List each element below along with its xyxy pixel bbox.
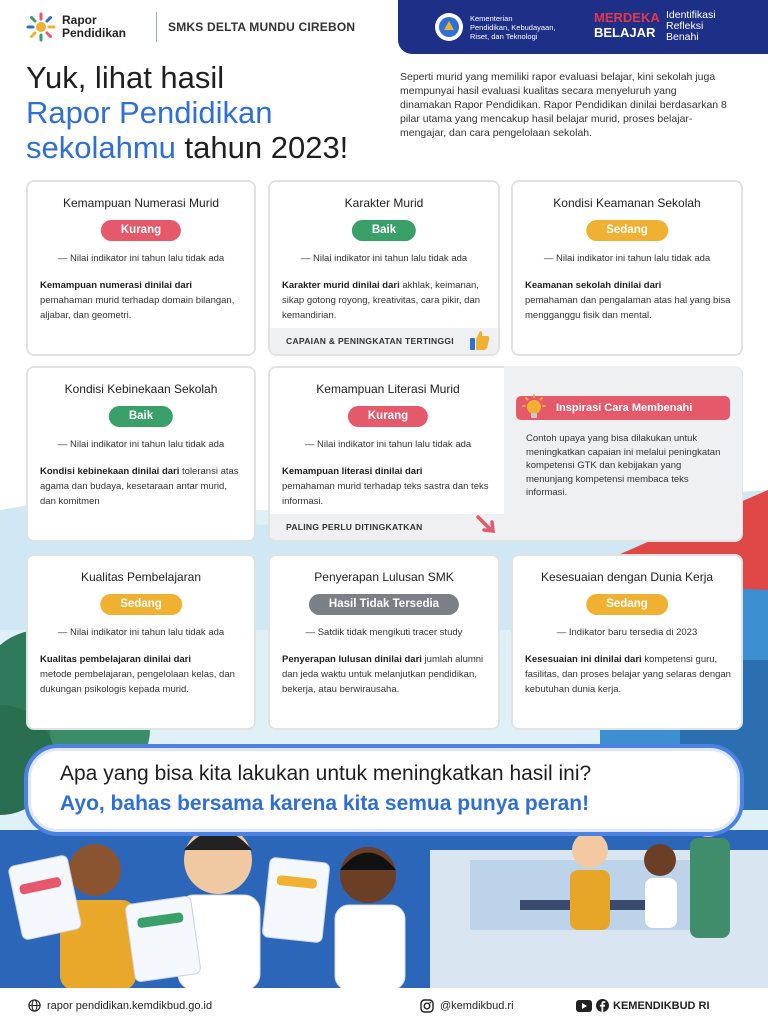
merdeka-belajar-logo: [594, 10, 660, 40]
card-title: Kondisi Keamanan Sekolah: [553, 196, 701, 210]
merdeka-line-1: MERDEKA: [594, 10, 660, 25]
card-note: — Nilai indikator ini tahun lalu tidak ada: [304, 439, 472, 450]
card-title: Kesesuaian dengan Dunia Kerja: [540, 570, 714, 584]
card-note: — Nilai indikator ini tahun lalu tidak ada: [57, 439, 225, 450]
youtube-icon: [576, 1000, 592, 1012]
question-banner: [28, 748, 740, 832]
down-arrow-icon: [476, 514, 500, 536]
ministry-line-3: Riset, dan Teknologi: [470, 31, 538, 41]
page-title: [26, 60, 386, 165]
title-line-3-rest: tahun 2023!: [175, 130, 349, 165]
lightbulb-icon: [520, 394, 548, 422]
banner-question: Apa yang bisa kita lakukan untuk meningkatkan hasil ini?: [60, 762, 592, 785]
desc-rest: akhlak, keimanan, sikap gotong royong, kreativitas, cara pikir, dan kemandirian.: [282, 280, 481, 321]
card-title: Penyerapan Lulusan SMK: [314, 570, 454, 584]
inspirasi-panel: [504, 366, 742, 540]
desc-bold: Kesesuaian ini dinilai dari: [525, 654, 642, 665]
desc-bold: Kondisi kebinekaan dinilai dari: [40, 466, 180, 477]
card-description: [525, 278, 731, 323]
instagram-text[interactable]: @kemdikbud.ri: [440, 1000, 514, 1012]
footer-social[interactable]: [576, 999, 710, 1012]
logo-line-1: Rapor: [62, 13, 97, 27]
desc-rest: jumlah alumni dan jeda waktu untuk melanjutkan pendidikan, bekerja, atau berwirausaha.: [282, 654, 484, 695]
card-tag: PALING PERLU DITINGKATKAN: [270, 514, 506, 540]
desc-rest: metode pembelajaran, pengelolaan kelas, dan dukungan psikologis kepada murid.: [40, 669, 235, 695]
desc-rest: pemahaman murid terhadap domain bilangan, aljabar, dan geometri.: [40, 295, 235, 321]
ifr-line-3: Benahi: [666, 31, 699, 43]
desc-rest: toleransi atas agama dan budaya, kesetaraan antar murid, dan komitmen: [40, 466, 239, 507]
social-text[interactable]: KEMENDIKBUD RI: [613, 999, 710, 1012]
ministry-logo: [434, 12, 608, 42]
card-title: Karakter Murid: [344, 196, 424, 210]
card-description: [282, 652, 488, 697]
status-badge: Kurang: [101, 220, 181, 241]
instagram-icon: [420, 999, 434, 1013]
status-badge: Baik: [352, 220, 416, 241]
status-badge: Kurang: [348, 406, 428, 427]
card-title: Kemampuan Numerasi Murid: [62, 196, 220, 210]
ministry-line-1: Kementerian: [470, 13, 513, 23]
card-note: — Indikator baru tersedia di 2023: [556, 627, 698, 638]
intro-paragraph: Seperti murid yang memiliki rapor evaluasi belajar, kini sekolah juga mempunyai hasil evaluasi kualitas secara menyeluruh yang dinamakan Rapor Pendidikan. Rapor Pendidikan dinilai berdasarkan 8 pilar utama yang mencakup hasil belajar murid, proses belajar-mengajar, dan cara pengelolaan sekolah.: [400, 71, 727, 139]
card-description: [40, 652, 244, 697]
card-title: Kemampuan Literasi Murid: [316, 382, 460, 396]
card-note: — Nilai indikator ini tahun lalu tidak ada: [57, 627, 225, 638]
card-description: [282, 278, 488, 323]
card-pembelajaran: [26, 554, 256, 730]
card-tag: CAPAIAN & PENINGKATAN TERTINGGI: [270, 328, 498, 354]
desc-rest: kompetensi guru, fasilitas, dan proses belajar yang selaras dengan kebutuhan dunia kerja.: [525, 654, 731, 695]
title-line-2: Rapor Pendidikan: [26, 95, 273, 130]
logo-line-2: Pendidikan: [62, 26, 127, 40]
desc-bold: Kemampuan numerasi dinilai dari: [40, 280, 193, 291]
desc-rest: pemahaman dan pengalaman atas hal yang bisa mengganggu fisik dan mental.: [525, 295, 731, 321]
footer-website[interactable]: [28, 999, 212, 1012]
desc-bold: Kualitas pembelajaran dinilai dari: [40, 654, 191, 665]
card-description: [40, 464, 244, 509]
title-line-3-blue: sekolahmu: [26, 130, 176, 165]
card-description: [40, 278, 244, 323]
merdeka-line-2: BELAJAR: [594, 25, 656, 40]
literasi-main: [270, 368, 506, 540]
card-note: — Satdik tidak mengikuti tracer study: [305, 627, 463, 638]
website-text[interactable]: rapor pendidikan.kemdikbud.go.id: [47, 999, 213, 1012]
banner-answer: Ayo, bahas bersama karena kita semua punya peran!: [60, 792, 590, 815]
ifr-line-2: Refleksi: [666, 20, 704, 32]
school-name: SMKS DELTA MUNDU CIREBON: [168, 20, 356, 34]
inspirasi-text: Contoh upaya yang bisa dilakukan untuk meningkatkan capaian ini melalui peningkatan kompetensi GTK dan kebijakan yang menunjang kompetensi membaca teks informasi.: [526, 433, 721, 498]
status-badge: Sedang: [100, 594, 182, 615]
card-karakter: [268, 180, 500, 356]
status-badge: Sedang: [586, 220, 668, 241]
globe-icon: [28, 999, 41, 1012]
card-note: — Nilai indikator ini tahun lalu tidak ada: [543, 253, 711, 264]
desc-bold: Kemampuan literasi dinilai dari: [282, 466, 423, 477]
title-line-1: Yuk, lihat hasil: [26, 60, 225, 95]
card-title: Kondisi Kebinekaan Sekolah: [64, 382, 218, 396]
status-badge: Hasil Tidak Tersedia: [309, 594, 459, 615]
header-divider: [156, 12, 157, 42]
card-dunia-kerja: [511, 554, 743, 730]
card-keamanan: [511, 180, 743, 356]
desc-bold: Karakter murid dinilai dari: [282, 280, 400, 291]
card-note: — Nilai indikator ini tahun lalu tidak ada: [57, 253, 225, 264]
sun-logo-icon: [26, 12, 56, 42]
status-badge: Sedang: [586, 594, 668, 615]
card-title: Kualitas Pembelajaran: [80, 570, 202, 584]
card-description: [525, 652, 731, 697]
ministry-line-2: Pendidikan, Kebudayaan,: [470, 22, 556, 32]
footer-instagram[interactable]: [420, 999, 514, 1013]
card-description: [282, 464, 496, 509]
inspirasi-title: Inspirasi Cara Membenahi: [516, 396, 730, 420]
ifr-logo: [666, 10, 716, 43]
card-numerasi: [26, 180, 256, 356]
desc-bold: Penyerapan lulusan dinilai dari: [282, 654, 422, 665]
card-note: — Nilai indikator ini tahun lalu tidak ada: [300, 253, 468, 264]
card-lulusan: [268, 554, 500, 730]
desc-rest: pemahaman murid terhadap teks sastra dan teks informasi.: [282, 481, 489, 507]
rapor-pendidikan-logo: [26, 12, 126, 42]
thumbs-up-icon: [468, 328, 492, 352]
tut-wuri-icon: [434, 12, 464, 42]
ifr-line-1: Identifikasi: [666, 9, 716, 21]
facebook-icon: [596, 999, 609, 1012]
card-kebinekaan: [26, 366, 256, 542]
desc-bold: Keamanan sekolah dinilai dari: [525, 280, 662, 291]
status-badge: Baik: [109, 406, 173, 427]
